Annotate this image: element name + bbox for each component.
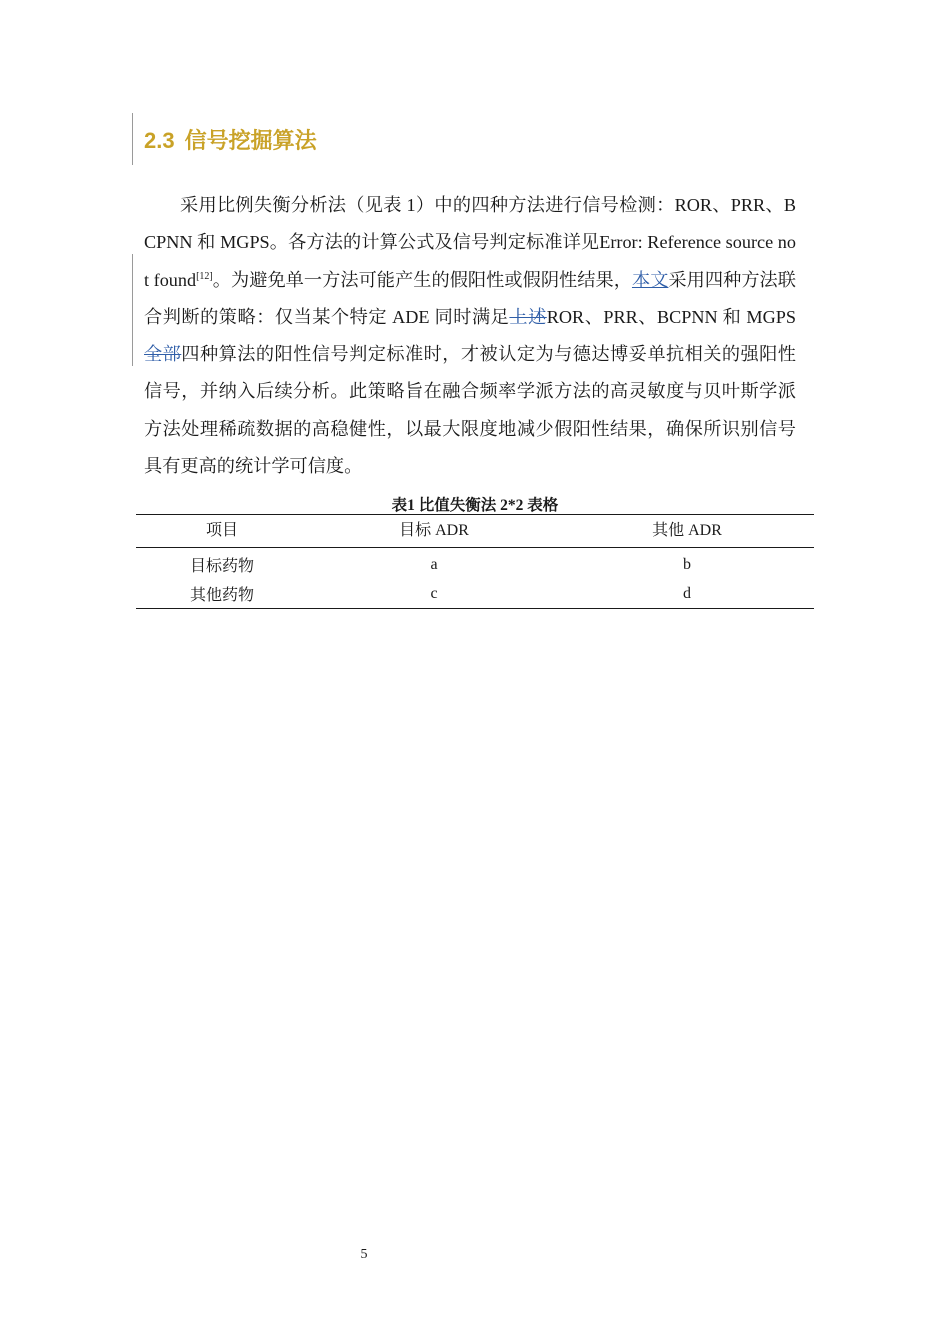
table-cell: b [683, 555, 691, 573]
table-header-cell: 其他 ADR [560, 515, 814, 548]
table-cell: c [308, 579, 560, 609]
tracked-deletion[interactable]: 全部 [144, 344, 182, 365]
paragraph-text: ROR、PRR、BCPNN 和 MGPS [546, 306, 796, 327]
paragraph-text: 。为避免单一方法可能产生的假阳性或假阴性结果， [212, 269, 632, 290]
paragraph-text: 四种算法的阳性信号判定标准时，才被认定为与德达博妥单抗相关的强阳性信号，并纳入后续分析。此策略旨在融合频率学派方法的高灵敏度与贝叶斯学派方法处理稀疏数据的高稳健性，以最大限度地减少假阳性结果，确保所识别信号具有更高的统计学可信度。 [144, 344, 796, 477]
section-title: 信号挖掘算法 [184, 128, 317, 153]
paragraph-text: 采用四种方法联合判断的策略：仅当某个特定 ADE 同时满足 [144, 269, 796, 327]
table-header-cell: 目标 ADR [308, 515, 560, 548]
contingency-table [136, 514, 814, 609]
table-cell: 其他药物 [136, 579, 308, 609]
section-heading [144, 124, 317, 155]
change-bar [132, 113, 133, 165]
table-row [136, 548, 814, 580]
change-bar [132, 254, 133, 366]
citation-reference[interactable]: [12] [196, 270, 213, 282]
table-cell: d [560, 579, 814, 609]
table-header-cell: 项目 [136, 515, 308, 548]
section-number: 2.3 [144, 128, 175, 153]
page-number: 5 [360, 1247, 368, 1262]
tracked-insertion[interactable]: 本文 [631, 269, 669, 290]
table-cell: a [430, 555, 438, 573]
table-caption: 表1 比值失衡法 2*2 表格 [391, 497, 559, 514]
table-cell: 目标药物 [189, 558, 254, 575]
paragraph-text: 采用比例失衡分析法（见表 1）中的四种方法进行信号检测：ROR、PRR、BCPNN 和 MGPS。各方法的计算公式及信号判定标准详见Error: Reference source not found [144, 195, 796, 290]
table-header-row [136, 515, 814, 548]
tracked-deletion[interactable]: 上述 [509, 306, 547, 327]
body-paragraph [144, 187, 796, 485]
table-row [136, 579, 814, 609]
